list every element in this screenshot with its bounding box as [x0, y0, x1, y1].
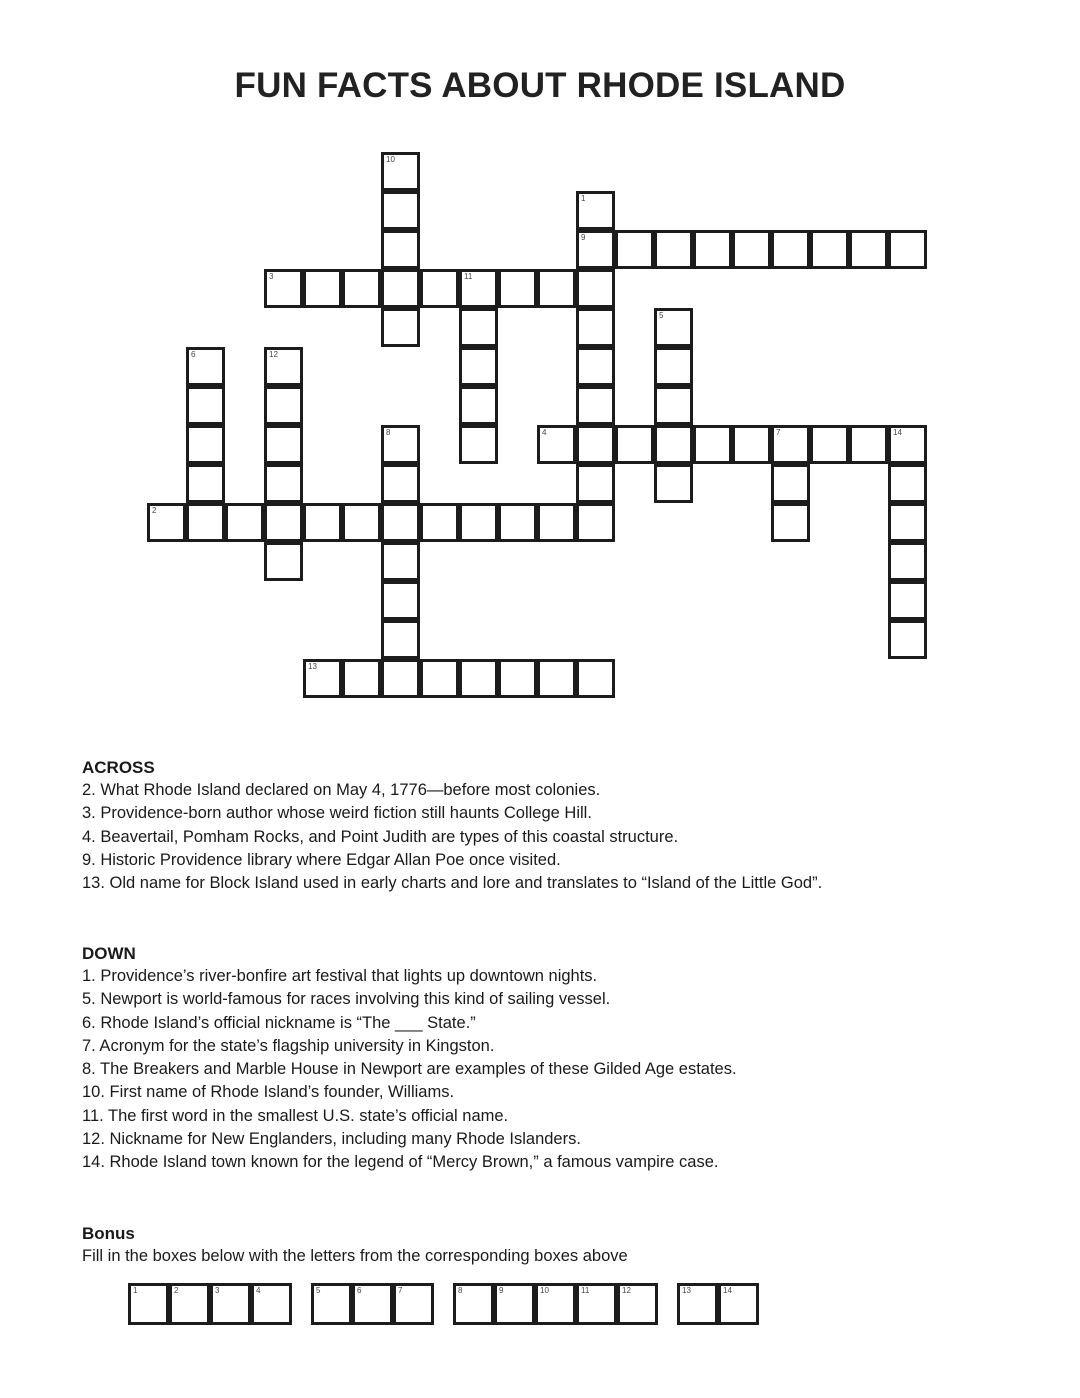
crossword-cell[interactable]: [732, 230, 771, 269]
crossword-cell[interactable]: [186, 386, 225, 425]
bonus-box[interactable]: [535, 1283, 576, 1325]
crossword-cell[interactable]: [264, 386, 303, 425]
crossword-cell[interactable]: [576, 503, 615, 542]
crossword-cell[interactable]: [888, 503, 927, 542]
down-clue: 12. Nickname for New Englanders, including many Rhode Islanders.: [82, 1130, 581, 1149]
crossword-cell[interactable]: [771, 425, 810, 464]
crossword-cell[interactable]: [381, 542, 420, 581]
clue-number: 12: [269, 350, 278, 359]
clue-number: 1: [581, 194, 586, 203]
crossword-cell[interactable]: [615, 230, 654, 269]
crossword-cell[interactable]: [381, 308, 420, 347]
bonus-box-number: 4: [256, 1286, 261, 1295]
bonus-box-number: 12: [622, 1286, 631, 1295]
crossword-cell[interactable]: [576, 191, 615, 230]
crossword-cell[interactable]: [771, 464, 810, 503]
crossword-cell[interactable]: [771, 503, 810, 542]
bonus-box-number: 11: [581, 1286, 590, 1295]
bonus-box-number: 14: [723, 1286, 732, 1295]
crossword-cell[interactable]: [186, 503, 225, 542]
crossword-cell[interactable]: [381, 503, 420, 542]
clue-number: 4: [542, 428, 547, 437]
crossword-cell[interactable]: [693, 230, 732, 269]
crossword-cell[interactable]: [576, 659, 615, 698]
crossword-cell[interactable]: [537, 503, 576, 542]
bonus-box[interactable]: [576, 1283, 617, 1325]
crossword-cell[interactable]: [654, 230, 693, 269]
crossword-cell[interactable]: [693, 425, 732, 464]
crossword-cell[interactable]: [888, 620, 927, 659]
crossword-cell[interactable]: [264, 542, 303, 581]
down-heading: DOWN: [82, 944, 136, 963]
crossword-cell[interactable]: [420, 269, 459, 308]
bonus-box[interactable]: [718, 1283, 759, 1325]
crossword-cell[interactable]: [264, 464, 303, 503]
crossword-cell[interactable]: [498, 659, 537, 698]
crossword-cell[interactable]: [342, 659, 381, 698]
crossword-cell[interactable]: [888, 425, 927, 464]
crossword-cell[interactable]: [264, 503, 303, 542]
crossword-cell[interactable]: [771, 230, 810, 269]
down-clues: [82, 942, 1042, 1175]
bonus-heading: Bonus: [82, 1224, 135, 1243]
clue-number: 2: [152, 506, 157, 515]
down-clue: 10. First name of Rhode Island’s founder, Williams.: [82, 1083, 455, 1102]
clue-number: 13: [308, 662, 317, 671]
crossword-cell[interactable]: [459, 503, 498, 542]
crossword-cell[interactable]: [303, 659, 342, 698]
bonus-box-number: 13: [682, 1286, 691, 1295]
bonus-box[interactable]: [128, 1283, 169, 1325]
crossword-cell[interactable]: [225, 503, 264, 542]
bonus-box-number: 3: [215, 1286, 220, 1295]
down-clue: 7. Acronym for the state’s flagship university in Kingston.: [82, 1036, 495, 1055]
crossword-cell[interactable]: [576, 425, 615, 464]
bonus-box[interactable]: [352, 1283, 393, 1325]
crossword-cell[interactable]: [732, 425, 771, 464]
bonus-box[interactable]: [393, 1283, 434, 1325]
crossword-cell[interactable]: [381, 230, 420, 269]
crossword-cell[interactable]: [459, 425, 498, 464]
crossword-cell[interactable]: [810, 425, 849, 464]
crossword-cell[interactable]: [888, 542, 927, 581]
bonus-box[interactable]: [494, 1283, 535, 1325]
crossword-cell[interactable]: [381, 620, 420, 659]
crossword-cell[interactable]: [264, 269, 303, 308]
crossword-cell[interactable]: [186, 425, 225, 464]
crossword-cell[interactable]: [537, 425, 576, 464]
clue-number: 3: [269, 272, 274, 281]
down-clue: 6. Rhode Island’s official nickname is “The ___ State.”: [82, 1013, 476, 1032]
clue-number: 14: [893, 428, 902, 437]
across-heading: ACROSS: [82, 758, 155, 777]
crossword-cell[interactable]: [381, 191, 420, 230]
crossword-cell[interactable]: [576, 347, 615, 386]
crossword-cell[interactable]: [342, 269, 381, 308]
crossword-cell[interactable]: [381, 152, 420, 191]
bonus-box[interactable]: [453, 1283, 494, 1325]
crossword-cell[interactable]: [849, 425, 888, 464]
bonus-box-number: 7: [398, 1286, 403, 1295]
bonus-box-number: 2: [174, 1286, 179, 1295]
crossword-cell[interactable]: [459, 269, 498, 308]
across-clue: 4. Beavertail, Pomham Rocks, and Point Judith are types of this coastal structure.: [82, 827, 679, 846]
crossword-cell[interactable]: [381, 581, 420, 620]
crossword-cell[interactable]: [654, 386, 693, 425]
clue-number: 6: [191, 350, 196, 359]
bonus-box[interactable]: [210, 1283, 251, 1325]
bonus-section: [82, 1222, 1042, 1268]
crossword-cell[interactable]: [147, 503, 186, 542]
crossword-cell[interactable]: [576, 386, 615, 425]
clue-number: 7: [776, 428, 781, 437]
clue-number: 5: [659, 311, 664, 320]
crossword-cell[interactable]: [888, 581, 927, 620]
crossword-cell[interactable]: [264, 347, 303, 386]
crossword-cell[interactable]: [576, 269, 615, 308]
bonus-box-number: 5: [316, 1286, 321, 1295]
bonus-box[interactable]: [251, 1283, 292, 1325]
crossword-cell[interactable]: [654, 347, 693, 386]
down-clue: 11. The first word in the smallest U.S. state’s official name.: [82, 1106, 509, 1125]
clue-number: 8: [386, 428, 391, 437]
across-clue: 3. Providence-born author whose weird fiction still haunts College Hill.: [82, 804, 592, 823]
down-clue: 5. Newport is world-famous for races involving this kind of sailing vessel.: [82, 990, 611, 1009]
crossword-cell[interactable]: [264, 425, 303, 464]
crossword-cell[interactable]: [303, 503, 342, 542]
bonus-box[interactable]: [169, 1283, 210, 1325]
crossword-cell[interactable]: [888, 464, 927, 503]
crossword-cell[interactable]: [381, 425, 420, 464]
crossword-cell[interactable]: [498, 503, 537, 542]
crossword-cell[interactable]: [420, 659, 459, 698]
crossword-cell[interactable]: [459, 659, 498, 698]
crossword-cell[interactable]: [576, 464, 615, 503]
crossword-cell[interactable]: [459, 347, 498, 386]
crossword-cell[interactable]: [381, 464, 420, 503]
bonus-box-number: 6: [357, 1286, 362, 1295]
crossword-cell[interactable]: [342, 503, 381, 542]
page-title: FUN FACTS ABOUT RHODE ISLAND: [234, 66, 846, 105]
across-clues: [82, 756, 1042, 895]
crossword-cell[interactable]: [576, 230, 615, 269]
crossword-cell[interactable]: [186, 464, 225, 503]
crossword-cell[interactable]: [303, 269, 342, 308]
crossword-cell[interactable]: [615, 425, 654, 464]
clue-number: 11: [464, 272, 473, 281]
across-clue: 9. Historic Providence library where Edgar Allan Poe once visited.: [82, 850, 561, 869]
across-clue: 13. Old name for Block Island used in early charts and lore and translates to “Island of the Little God”.: [82, 874, 823, 893]
bonus-box[interactable]: [677, 1283, 718, 1325]
crossword-cell[interactable]: [381, 269, 420, 308]
crossword-cell[interactable]: [537, 269, 576, 308]
bonus-box[interactable]: [617, 1283, 658, 1325]
bonus-box-number: 10: [540, 1286, 549, 1295]
crossword-cell[interactable]: [186, 347, 225, 386]
crossword-cell[interactable]: [459, 308, 498, 347]
bonus-box[interactable]: [311, 1283, 352, 1325]
crossword-cell[interactable]: [381, 659, 420, 698]
crossword-cell[interactable]: [888, 230, 927, 269]
down-clue: 8. The Breakers and Marble House in Newport are examples of these Gilded Age estates.: [82, 1060, 737, 1079]
clue-number: 9: [581, 233, 586, 242]
crossword-cell[interactable]: [654, 308, 693, 347]
crossword-cell[interactable]: [459, 386, 498, 425]
crossword-cell[interactable]: [498, 269, 537, 308]
down-clue: 14. Rhode Island town known for the legend of “Mercy Brown,” a famous vampire case.: [82, 1153, 719, 1172]
crossword-cell[interactable]: [654, 425, 693, 464]
bonus-box-number: 8: [458, 1286, 463, 1295]
crossword-cell[interactable]: [537, 659, 576, 698]
clue-number: 10: [386, 155, 395, 164]
down-clue: 1. Providence’s river-bonfire art festival that lights up downtown nights.: [82, 967, 598, 985]
across-clue: 2. What Rhode Island declared on May 4, 1776—before most colonies.: [82, 781, 601, 799]
crossword-cell[interactable]: [576, 308, 615, 347]
crossword-cell[interactable]: [849, 230, 888, 269]
bonus-box-number: 1: [133, 1286, 138, 1295]
crossword-cell[interactable]: [420, 503, 459, 542]
crossword-cell[interactable]: [810, 230, 849, 269]
bonus-box-number: 9: [499, 1286, 504, 1295]
crossword-cell[interactable]: [654, 464, 693, 503]
bonus-answer-boxes: [128, 1283, 768, 1325]
bonus-instruction: Fill in the boxes below with the letters from the corresponding boxes above: [82, 1247, 628, 1265]
